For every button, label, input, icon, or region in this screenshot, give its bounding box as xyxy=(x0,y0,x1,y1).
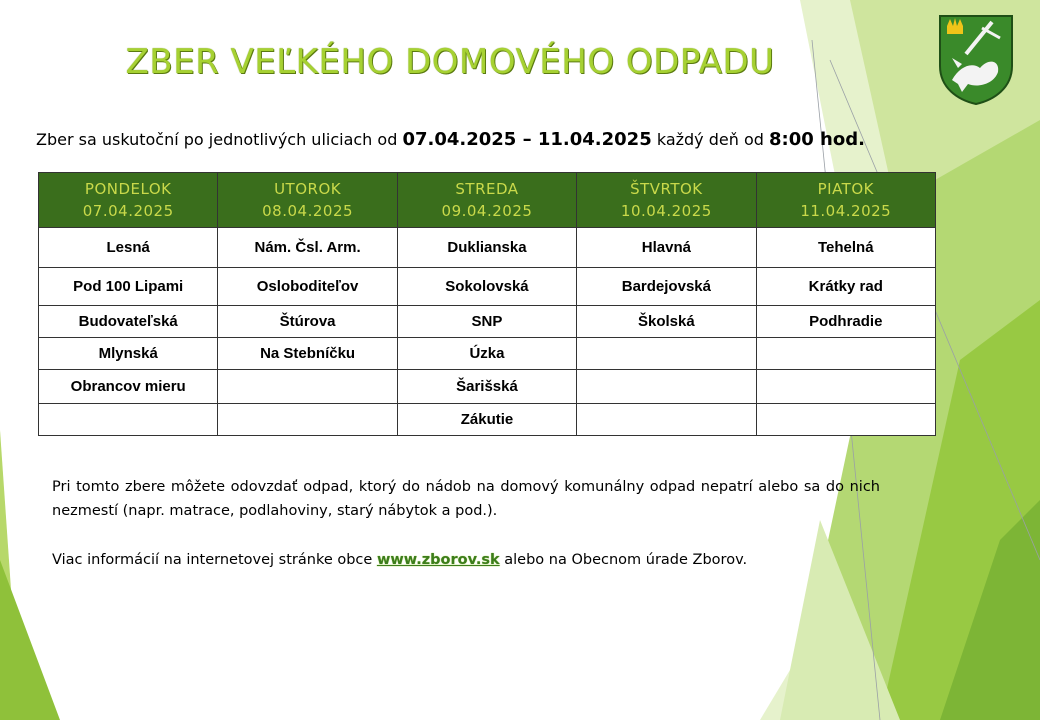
day-name: STREDA xyxy=(455,180,519,198)
table-row xyxy=(39,404,936,436)
street-cell: Mlynská xyxy=(39,338,218,370)
day-name: ŠTVRTOK xyxy=(630,180,703,198)
street-cell: Obrancov mieru xyxy=(39,370,218,404)
day-name: UTOROK xyxy=(274,180,342,198)
day-header xyxy=(577,173,756,228)
street-cell xyxy=(577,404,756,436)
street-cell xyxy=(577,370,756,404)
street-cell: Tehelná xyxy=(756,228,935,268)
street-cell: SNP xyxy=(397,306,576,338)
more-info xyxy=(52,552,747,568)
street-cell: Duklianska xyxy=(397,228,576,268)
coat-of-arms-icon xyxy=(938,14,1014,106)
table-row xyxy=(39,228,936,268)
street-cell xyxy=(218,404,397,436)
street-cell: Lesná xyxy=(39,228,218,268)
intro-text xyxy=(36,129,865,150)
street-cell: Bardejovská xyxy=(577,268,756,306)
table-row xyxy=(39,306,936,338)
table-row xyxy=(39,338,936,370)
street-cell: Krátky rad xyxy=(756,268,935,306)
street-cell: Sokolovská xyxy=(397,268,576,306)
schedule-table xyxy=(38,172,936,436)
day-name: PONDELOK xyxy=(84,180,172,198)
day-header xyxy=(218,173,397,228)
day-date: 11.04.2025 xyxy=(800,202,892,220)
street-cell: Štúrova xyxy=(218,306,397,338)
info-paragraph: Pri tomto zbere môžete odovzdať odpad, ktorý do nádob na domový komunálny odpad nepatrí alebo sa do nich nezmestí (napr. matrace, podlahoviny, starý nábytok a pod.). xyxy=(52,478,880,519)
street-cell: Na Stebníčku xyxy=(218,338,397,370)
street-cell xyxy=(39,404,218,436)
street-cell: Nám. Čsl. Arm. xyxy=(218,228,397,268)
street-cell: Budovateľská xyxy=(39,306,218,338)
street-cell: Hlavná xyxy=(577,228,756,268)
day-header xyxy=(756,173,935,228)
street-cell xyxy=(218,370,397,404)
intro-middle: každý deň od xyxy=(656,130,764,149)
street-cell xyxy=(756,370,935,404)
day-date: 08.04.2025 xyxy=(262,202,354,220)
street-cell: Podhradie xyxy=(756,306,935,338)
street-cell: Osloboditeľov xyxy=(218,268,397,306)
street-cell: Zákutie xyxy=(397,404,576,436)
street-cell: Pod 100 Lipami xyxy=(39,268,218,306)
day-header xyxy=(397,173,576,228)
day-date: 07.04.2025 xyxy=(82,202,174,220)
street-cell: Šarišská xyxy=(397,370,576,404)
table-row xyxy=(39,268,936,306)
street-cell: Školská xyxy=(577,306,756,338)
street-cell: Úzka xyxy=(397,338,576,370)
street-cell xyxy=(577,338,756,370)
street-cell xyxy=(756,404,935,436)
day-date: 09.04.2025 xyxy=(441,202,533,220)
street-cell xyxy=(756,338,935,370)
table-row xyxy=(39,370,936,404)
schedule-header-row xyxy=(39,173,936,228)
day-name: PIATOK xyxy=(817,180,874,198)
website-link[interactable]: www.zborov.sk xyxy=(376,552,500,568)
more-info-prefix: Viac informácií na internetovej stránke obce xyxy=(52,552,373,568)
page-title: ZBER VEĽKÉHO DOMOVÉHO ODPADU xyxy=(125,42,775,82)
intro-time: 8:00 hod. xyxy=(769,129,865,150)
intro-prefix: Zber sa uskutoční po jednotlivých uliciach od xyxy=(36,130,398,149)
more-info-suffix: alebo na Obecnom úrade Zborov. xyxy=(504,552,748,568)
day-header xyxy=(39,173,218,228)
day-date: 10.04.2025 xyxy=(620,202,712,220)
intro-date-range: 07.04.2025 – 11.04.2025 xyxy=(402,129,652,150)
